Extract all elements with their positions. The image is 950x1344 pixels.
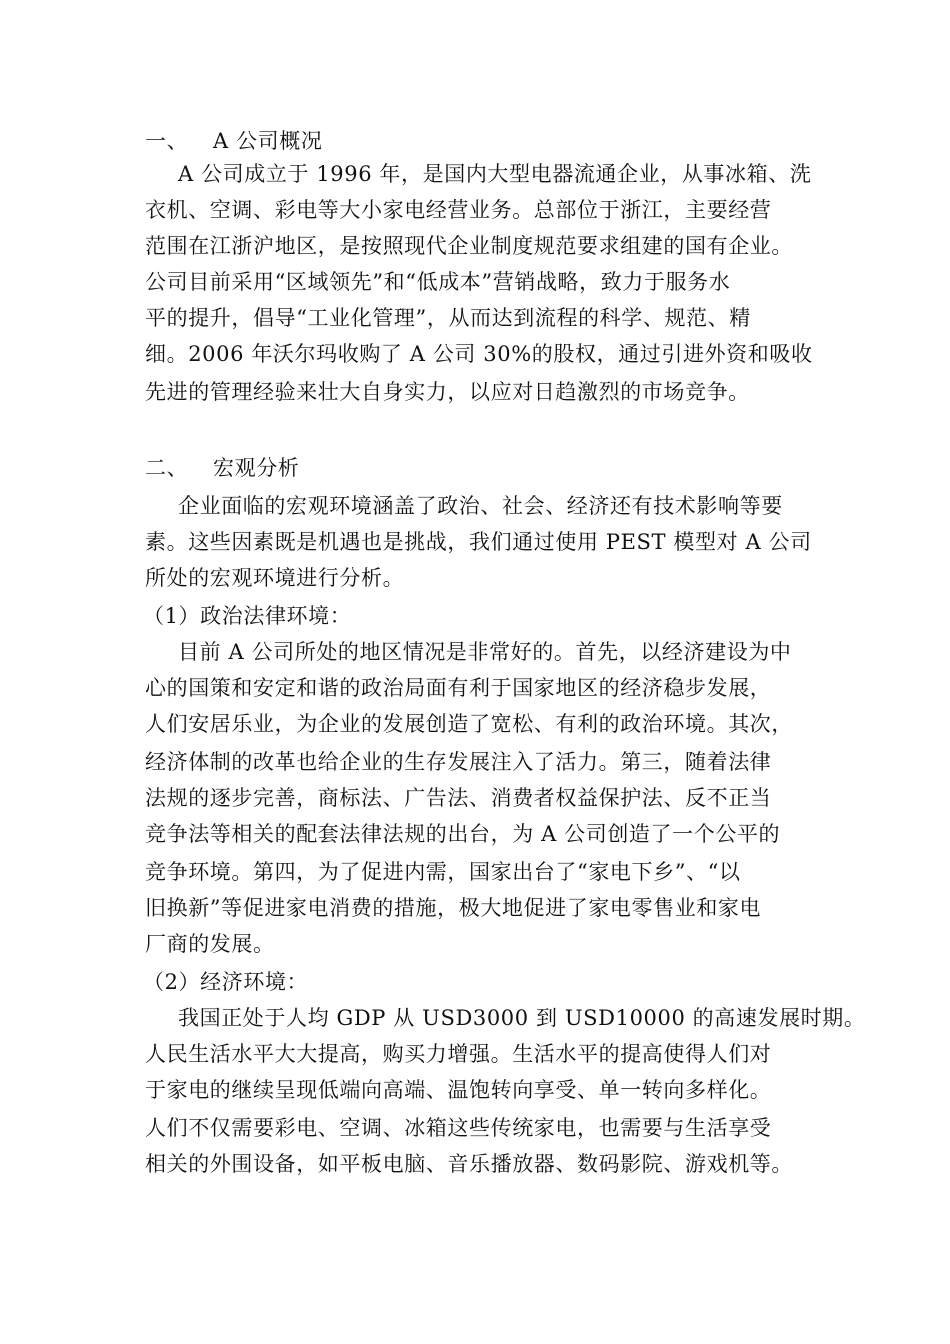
paragraph-line: 心的国策和安定和谐的政治局面有利于国家地区的经济稳步发展， xyxy=(145,676,772,700)
paragraph-line: 公司目前采用“区域领先”和“低成本”营销战略，致力于服务水 xyxy=(145,270,731,294)
paragraph-line: 相关的外围设备，如平板电脑、音乐播放器、数码影院、游戏机等。 xyxy=(145,1152,793,1176)
section-1-heading xyxy=(145,123,322,159)
paragraph-line: 我国正处于人均 GDP 从 USD3000 到 USD10000 的高速发展时期。 xyxy=(178,1006,866,1030)
paragraph-line: 旧换新”等促进家电消费的措施，极大地促进了家电零售业和家电 xyxy=(145,896,762,920)
paragraph-line: 于家电的继续呈现低端向高端、温饱转向享受、单一转向多样化。 xyxy=(145,1078,772,1102)
paragraph-line: 目前 A 公司所处的地区情况是非常好的。首先，以经济建设为中 xyxy=(178,640,792,664)
paragraph-line: 范围在江浙沪地区，是按照现代企业制度规范要求组建的国有企业。 xyxy=(145,234,793,258)
section-2-number: 二、 xyxy=(145,456,189,480)
subsection-1-heading: （1）政治法律环境： xyxy=(143,604,352,628)
paragraph-line: A 公司成立于 1996 年，是国内大型电器流通企业，从事冰箱、洗 xyxy=(178,162,812,186)
subsection-2-heading: （2）经济环境： xyxy=(143,970,309,994)
paragraph-line: 法规的逐步完善，商标法、广告法、消费者权益保护法、反不正当 xyxy=(145,786,772,810)
section-1-number: 一、 xyxy=(145,129,189,153)
paragraph-line: 衣机、空调、彩电等大小家电经营业务。总部位于浙江，主要经营 xyxy=(145,198,772,222)
section-1-title: A 公司概况 xyxy=(213,129,323,153)
paragraph-line: 细。2006 年沃尔玛收购了 A 公司 30%的股权，通过引进外资和吸收 xyxy=(145,342,813,366)
paragraph-line: 人们不仅需要彩电、空调、冰箱这些传统家电，也需要与生活享受 xyxy=(145,1116,772,1140)
paragraph-line: 素。这些因素既是机遇也是挑战，我们通过使用 PEST 模型对 A 公司 xyxy=(145,530,812,554)
paragraph-line: 竞争环境。第四，为了促进内需，国家出台了“家电下乡”、“以 xyxy=(145,860,741,884)
paragraph-line: 先进的管理经验来壮大自身实力，以应对日趋激烈的市场竞争。 xyxy=(145,380,750,404)
paragraph-line: 厂商的发展。 xyxy=(145,932,275,956)
paragraph-line: 所处的宏观环境进行分析。 xyxy=(145,566,405,590)
paragraph-line: 经济体制的改革也给企业的生存发展注入了活力。第三，随着法律 xyxy=(145,750,772,774)
paragraph-line: 企业面临的宏观环境涵盖了政治、社会、经济还有技术影响等要 xyxy=(178,494,783,518)
section-2-heading xyxy=(145,450,299,486)
paragraph-line: 人们安居乐业，为企业的发展创造了宽松、有利的政治环境。其次， xyxy=(145,712,793,736)
paragraph-line: 平的提升，倡导“工业化管理”，从而达到流程的科学、规范、精 xyxy=(145,306,751,330)
paragraph-line: 人民生活水平大大提高，购买力增强。生活水平的提高使得人们对 xyxy=(145,1042,772,1066)
paragraph-line: 竞争法等相关的配套法律法规的出台，为 A 公司创造了一个公平的 xyxy=(145,822,781,846)
section-2-title: 宏观分析 xyxy=(213,456,300,480)
